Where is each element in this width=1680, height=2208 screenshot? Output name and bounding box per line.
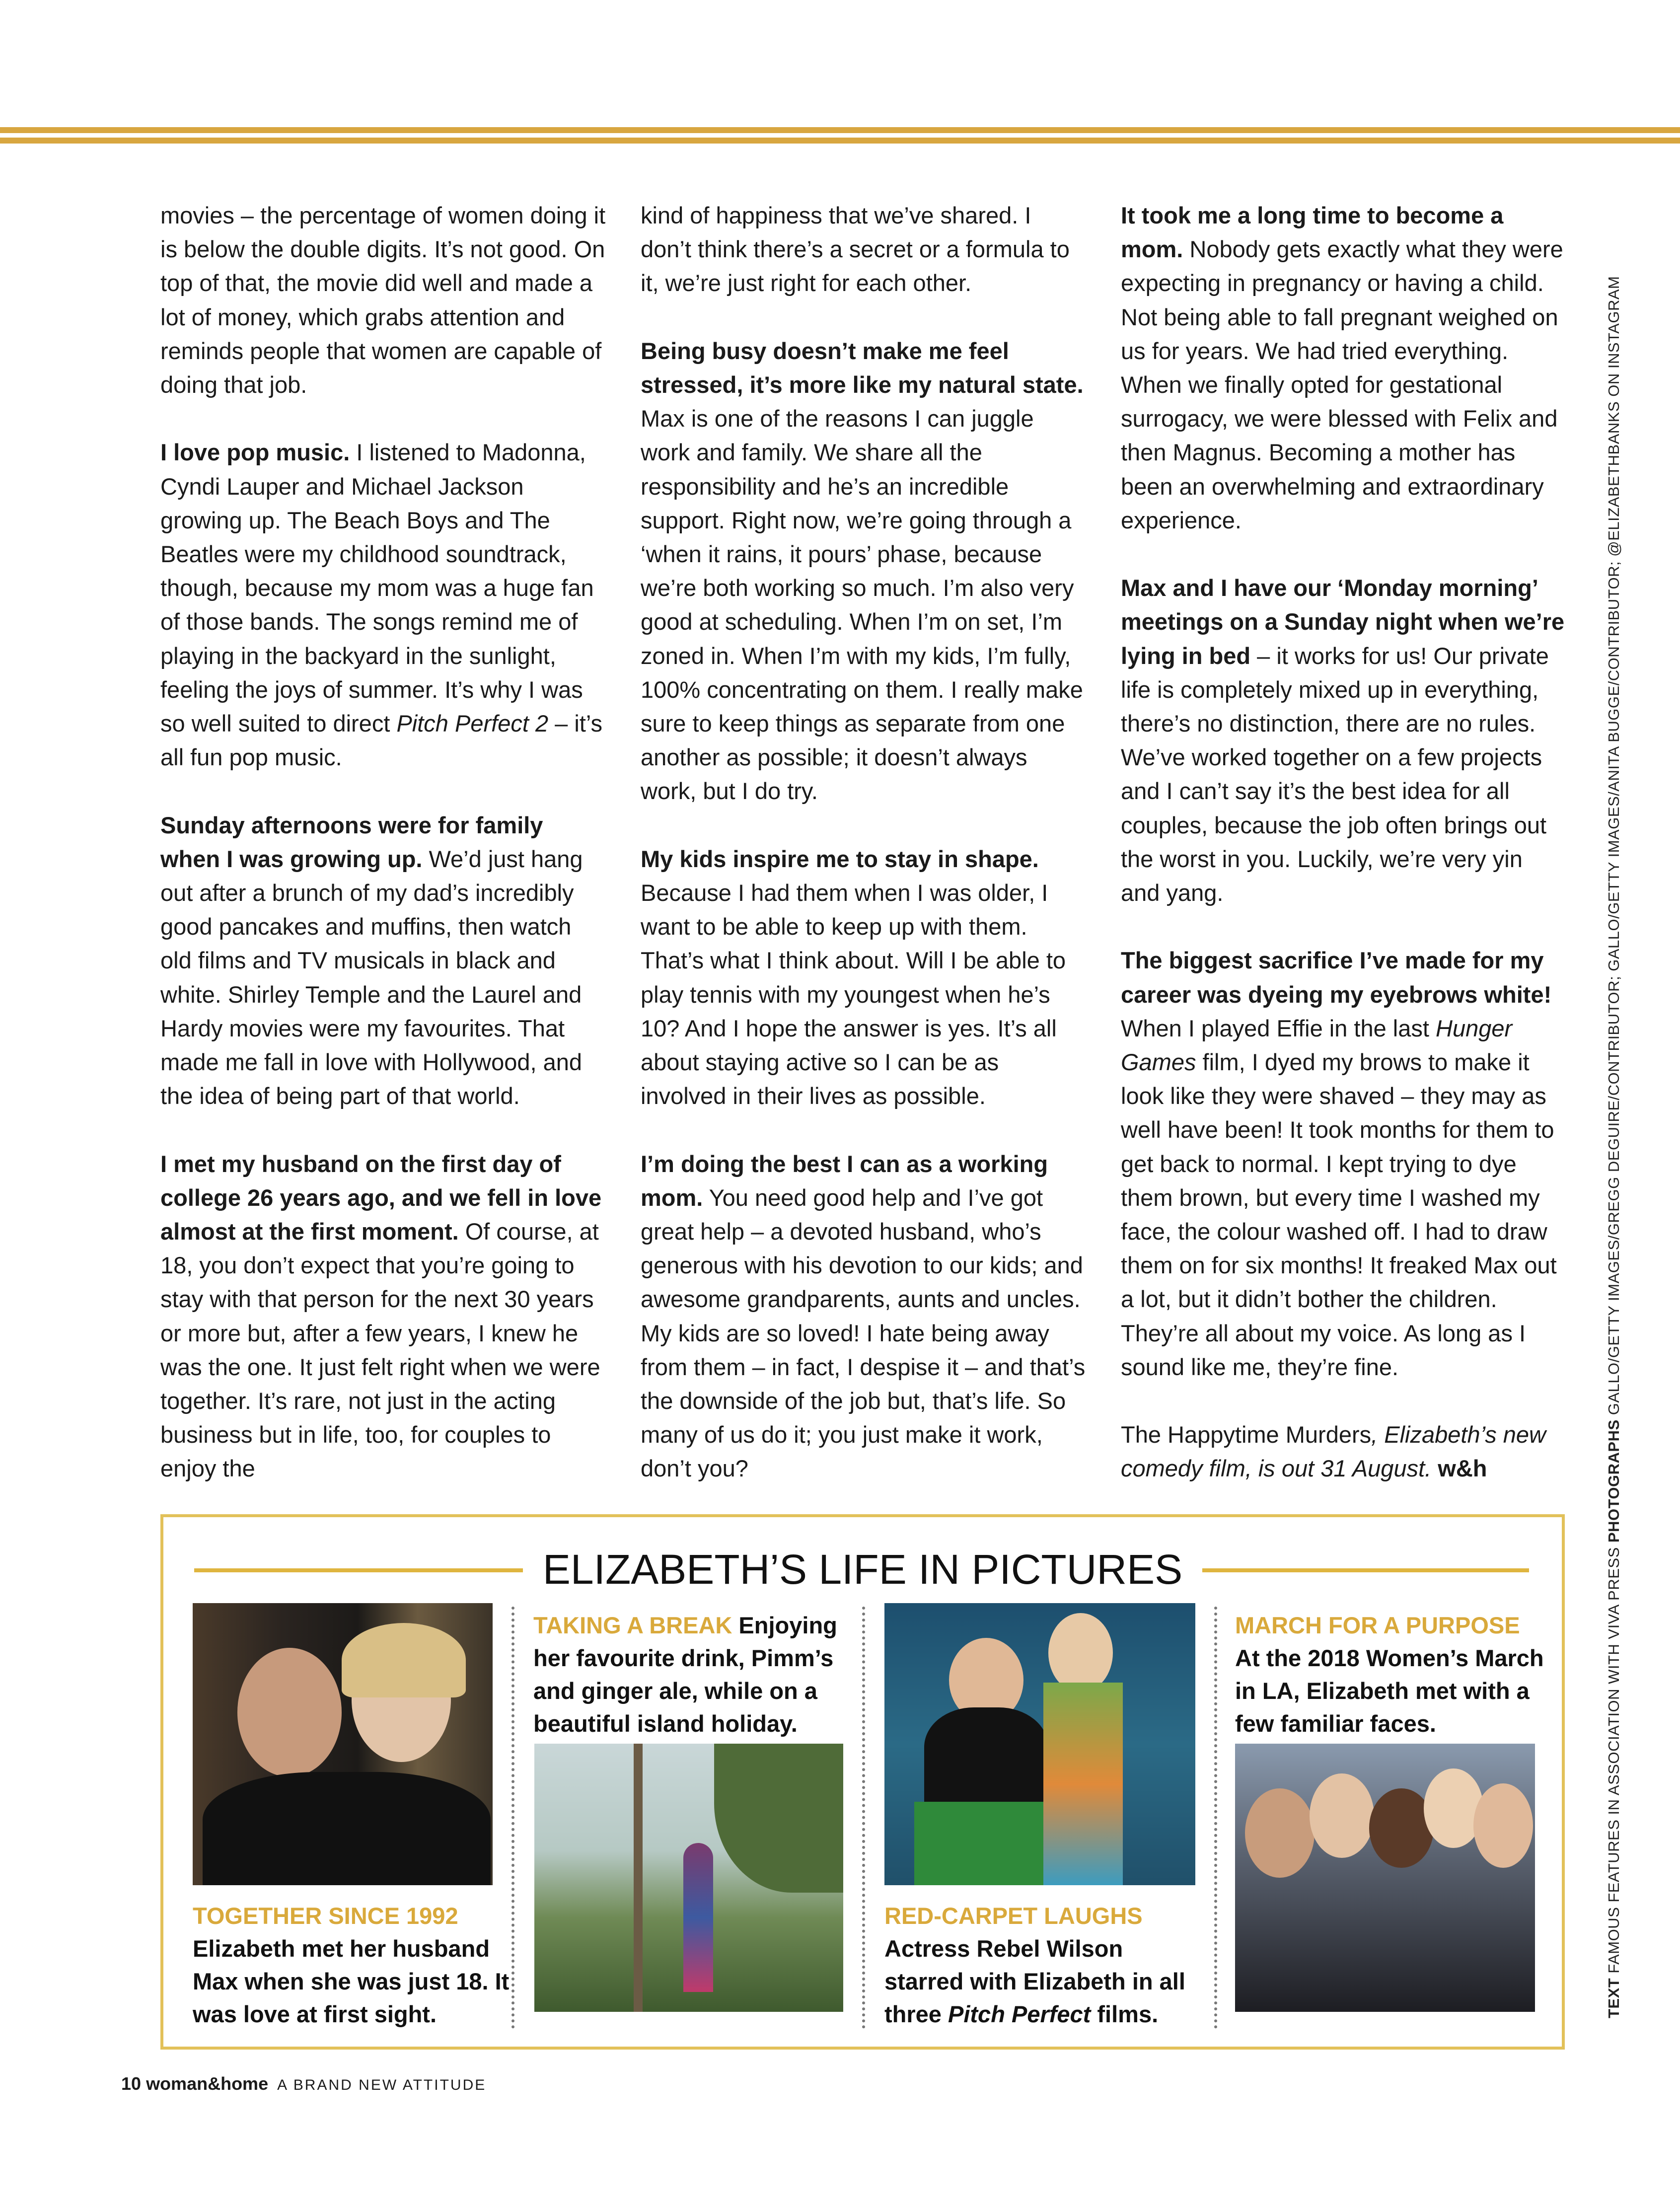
- paragraph-lead-bold: It took me a long time to become a mom.: [1121, 202, 1504, 263]
- credit-text-label: TEXT: [1605, 1978, 1622, 2018]
- photo-couple: [193, 1603, 493, 1885]
- paragraph-text: When I played Effie in the last: [1121, 1015, 1436, 1041]
- caption-heading: TAKING A BREAK: [533, 1612, 732, 1638]
- italic-title: Hunger Games: [1121, 1015, 1513, 1076]
- paragraph-lead-bold: I love pop music.: [160, 439, 350, 466]
- article-paragraph: [641, 199, 1088, 300]
- dotted-separator: [862, 1607, 865, 2029]
- paragraph-text: – it’s all fun pop music.: [160, 710, 602, 771]
- paragraph-text: movies – the percentage of women doing it is below the double digits. It’s not good. On top of that, the movie did well and made a lot of money, which grabs attention and reminds people that women are capable of doing that job.: [160, 202, 606, 398]
- caption-heading: RED-CARPET LAUGHS: [884, 1903, 1143, 1929]
- caption-heading: TOGETHER SINCE 1992: [193, 1903, 458, 1929]
- box-title: [163, 1545, 1562, 1594]
- article-paragraph: [641, 842, 1088, 1113]
- article-paragraph: [1121, 944, 1568, 1384]
- magazine-name: woman&home: [146, 2073, 269, 2094]
- paragraph-text: We’d just hang out after a brunch of my dad’s incredibly good pancakes and muffins, then watch old films and TV musicals in black and white. Shirley Temple and the Laurel and Hardy movies were my favourites. That made me fall in love with Hollywood, and the idea of being part of that world.: [160, 845, 583, 1109]
- page-number: 10: [121, 2073, 142, 2094]
- article-paragraph: [641, 1147, 1088, 1486]
- caption-text: Actress Rebel Wilson starred with Elizabeth in all three: [884, 1935, 1185, 2027]
- italic-title: , Elizabeth’s new comedy film, is out 31 August.: [1121, 1421, 1546, 1482]
- caption-red-carpet-laughs: [884, 1900, 1202, 2031]
- caption-text: At the 2018 Women’s March in LA, Elizabeth met with a few familiar faces.: [1235, 1645, 1544, 1737]
- page-footer: [121, 2073, 486, 2094]
- paragraph-lead-bold: w&h: [1438, 1455, 1487, 1482]
- caption-march-for-a-purpose: [1235, 1609, 1553, 1740]
- italic-title: Pitch Perfect 2: [396, 710, 549, 737]
- article-paragraph: [160, 1147, 607, 1486]
- photo-credits: [1605, 276, 1623, 2018]
- article-paragraph: [160, 199, 607, 402]
- magazine-tagline: A BRAND NEW ATTITUDE: [277, 2077, 487, 2093]
- paragraph-text: Nobody gets exactly what they were expecting in pregnancy or having a child. Not being able to fall pregnant weighed on us for years. We had tried everything. When we finally opted for gestational surrogacy, we were blessed with Felix and then Magnus. Becoming a mother has been an overwhelming and extraordinary experience.: [1121, 236, 1563, 533]
- photo-red-carpet: [884, 1603, 1195, 1885]
- article-column-3: [1121, 199, 1568, 1520]
- article-paragraph: [160, 809, 607, 1113]
- article-column-2: [641, 199, 1088, 1520]
- article-paragraph: [641, 334, 1088, 809]
- paragraph-lead-bold: I’m doing the best I can as a working mom.: [641, 1150, 1048, 1211]
- article-paragraph: [1121, 1418, 1568, 1485]
- caption-text: Elizabeth met her husband Max when she was just 18. It was love at first sight.: [193, 1935, 510, 2027]
- paragraph-text: Of course, at 18, you don’t expect that you’re going to stay with that person for the next 30 years or more but, after a few years, I knew he was the one. It just felt right when we were together. It’s rare, not just in the acting business but in life, too, for couples to enjoy the: [160, 1218, 600, 1482]
- paragraph-text: Because I had them when I was older, I want to be able to keep up with them. That’s what I think about. Will I be able to play tennis with my youngest when he’s 10? And I hope the answer is yes. It’s all about staying active so I can be as involved in their lives as possible.: [641, 880, 1066, 1109]
- caption-film-title: Pitch Perfect: [948, 2001, 1091, 2027]
- box-title-text: ELIZABETH’S LIFE IN PICTURES: [523, 1546, 1202, 1593]
- article-paragraph: [160, 436, 607, 774]
- top-rule-2: [0, 138, 1680, 144]
- caption-together-since-1992: [193, 1900, 511, 2031]
- paragraph-lead-bold: My kids inspire me to stay in shape.: [641, 845, 1039, 872]
- caption-taking-a-break: [533, 1609, 851, 1740]
- article-paragraph: [1121, 199, 1568, 537]
- caption-text: Enjoying her favourite drink, Pimm’s and ginger ale, while on a beautiful island holiday.: [533, 1612, 837, 1737]
- photo-womens-march: [1235, 1744, 1535, 2012]
- paragraph-text: I listened to Madonna, Cyndi Lauper and Michael Jackson growing up. The Beach Boys and The Beatles were my childhood soundtrack, though, because my mom was a huge fan of those bands. The songs remind me of playing in the backyard in the sunlight, feeling the joys of summer. It’s why I was so well suited to direct: [160, 439, 594, 737]
- credit-text-value: FAMOUS FEATURES IN ASSOCIATION WITH VIVA PRESS: [1605, 1543, 1622, 1978]
- top-rule-1: [0, 127, 1680, 133]
- caption-text-end: films.: [1091, 2001, 1159, 2027]
- dotted-separator: [511, 1607, 514, 2029]
- paragraph-text: Max is one of the reasons I can juggle work and family. We share all the responsibility and he’s an incredible support. Right now, we’re going through a ‘when it rains, it pours’ phase, because we’re both working so much. I’m also very good at scheduling. When I’m on set, I’m zoned in. When I’m with my kids, I’m fully, 100% concentrating on them. I really make sure to keep things as separate from one another as possible; it doesn’t always work, but I do try.: [641, 405, 1083, 805]
- paragraph-text: – it works for us! Our private life is completely mixed up in everything, there’s no distinction, there are no rules. We’ve worked together on a few projects and I can’t say it’s the best idea for all couples, because the job often brings out the worst in you. Luckily, we’re very yin and yang.: [1121, 642, 1549, 906]
- dotted-separator: [1214, 1607, 1217, 2029]
- credit-photo-label: PHOTOGRAPHS: [1605, 1419, 1622, 1543]
- photo-island-holiday: [534, 1744, 843, 2012]
- life-in-pictures-box: [160, 1514, 1565, 2050]
- article-column-1: [160, 199, 607, 1520]
- paragraph-text: The Happytime Murders: [1121, 1421, 1372, 1448]
- paragraph-lead-bold: Sunday afternoons were for family when I was growing up.: [160, 811, 543, 872]
- article-paragraph: [1121, 571, 1568, 910]
- paragraph-lead-bold: Being busy doesn’t make me feel stressed, it’s more like my natural state.: [641, 337, 1084, 398]
- credit-photo-value: GALLO/GETTY IMAGES/GREGG DEGUIRE/CONTRIBUTOR; GALLO/GETTY IMAGES/ANITA BUGGE/CONTRIBUTOR; @ELIZABETHBANKS ON INSTAGRAM: [1605, 276, 1622, 1420]
- paragraph-text: kind of happiness that we’ve shared. I don’t think there’s a secret or a formula to it, we’re just right for each other.: [641, 202, 1070, 296]
- paragraph-lead-bold: I met my husband on the first day of college 26 years ago, and we fell in love almost at the first moment.: [160, 1150, 602, 1245]
- paragraph-text: film, I dyed my brows to make it look like they were shaved – they may as well have been! It took months for them to get back to normal. I kept trying to dye them brown, but every time I washed my face, the colour washed off. I had to draw them on for six months! It freaked Max out a lot, but it didn’t bother the children. They’re all about my voice. As long as I sound like me, they’re fine.: [1121, 1049, 1557, 1380]
- paragraph-text: You need good help and I’ve got great help – a devoted husband, who’s generous with his devotion to our kids; and awesome grandparents, aunts and uncles. My kids are so loved! I hate being away from them – in fact, I despise it – and that’s the downside of the job but, that’s life. So many of us do it; you just make it work, don’t you?: [641, 1184, 1086, 1482]
- caption-heading: MARCH FOR A PURPOSE: [1235, 1612, 1520, 1638]
- paragraph-lead-bold: Max and I have our ‘Monday morning’ meetings on a Sunday night when we’re lying in bed: [1121, 575, 1565, 669]
- paragraph-lead-bold: The biggest sacrifice I’ve made for my career was dyeing my eyebrows white!: [1121, 947, 1552, 1008]
